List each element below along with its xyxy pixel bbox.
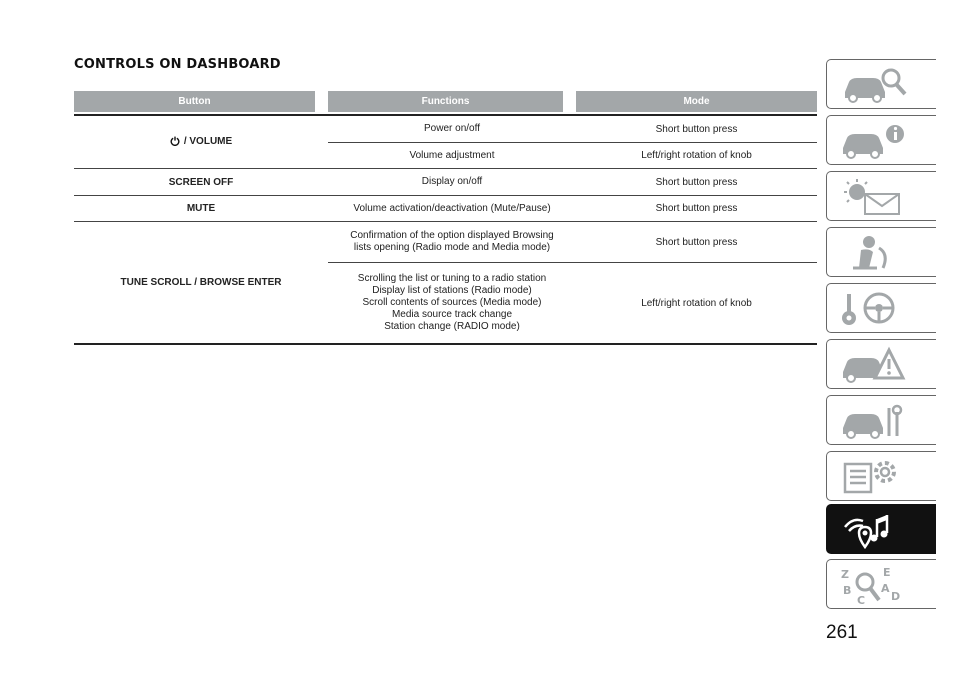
- sidebar-tab-emergency[interactable]: [826, 339, 936, 389]
- header-functions: Functions: [328, 91, 563, 112]
- header-button: Button: [74, 91, 315, 112]
- header-mode: Mode: [576, 91, 817, 112]
- car-warning-triangle-icon: [839, 346, 909, 384]
- sidebar-tab-servicing[interactable]: [826, 395, 936, 445]
- table-row: [328, 169, 817, 195]
- car-search-icon: [839, 66, 909, 104]
- button-cell: MUTE: [186, 203, 216, 214]
- svg-text:C: C: [857, 594, 866, 604]
- button-cell: [74, 116, 328, 168]
- svg-text:B: B: [843, 584, 852, 597]
- table-header: [74, 91, 817, 112]
- sidebar-tab-starting-driving[interactable]: [826, 283, 936, 333]
- key-steering-wheel-icon: [839, 290, 909, 328]
- table-group-screen-off: [74, 169, 817, 196]
- warning-light-envelope-icon: [839, 178, 909, 216]
- button-cell: TUNE SCROLL / BROWSE ENTER: [120, 277, 282, 288]
- multimedia-music-icon: [839, 511, 909, 549]
- specifications-gear-icon: [839, 458, 909, 496]
- page-number: 261: [826, 622, 858, 643]
- table-group-tune-scroll: [74, 222, 817, 345]
- mode-cell: Short button press: [655, 236, 738, 248]
- table-row: [328, 143, 817, 168]
- table-row: [328, 263, 817, 343]
- sidebar-tab-index[interactable]: [826, 559, 936, 609]
- sidebar-tab-safety[interactable]: [826, 227, 936, 277]
- mode-cell: Short button press: [655, 176, 738, 188]
- table-group-mute: [74, 196, 817, 222]
- mode-cell: Short button press: [655, 203, 738, 214]
- sidebar-tab-multimedia[interactable]: [826, 504, 936, 554]
- function-cell: Volume adjustment: [409, 149, 495, 161]
- alphabetical-index-icon: [839, 566, 909, 604]
- function-cell: Volume activation/deactivation (Mute/Pause): [353, 202, 551, 214]
- function-cell: Display on/off: [421, 176, 483, 187]
- function-cell: Confirmation of the option displayed Browsing lists opening (Radio mode and Media mode): [350, 230, 554, 253]
- sidebar-tab-technical-data[interactable]: [826, 451, 936, 501]
- power-icon: [170, 136, 180, 146]
- table-row: [328, 222, 817, 263]
- mode-cell: Left/right rotation of knob: [641, 297, 752, 309]
- button-cell: SCREEN OFF: [168, 176, 234, 188]
- car-wrench-icon: [839, 402, 909, 440]
- function-cell: Power on/off: [424, 123, 480, 134]
- car-info-icon: [839, 122, 909, 160]
- controls-table: [74, 91, 817, 345]
- table-row: [328, 196, 817, 221]
- table-group-volume: [74, 116, 817, 169]
- sidebar-tab-car-info[interactable]: [826, 115, 936, 165]
- svg-text:D: D: [891, 590, 901, 603]
- sidebar-tab-warning-lights[interactable]: [826, 171, 936, 221]
- button-label: / VOLUME: [183, 136, 233, 147]
- svg-text:Z: Z: [841, 568, 849, 581]
- function-cell: Scrolling the list or tuning to a radio station Display list of stations (Radio mode) Scroll contents of sources (Media mode) Media source track change Station change (RADIO mode): [357, 273, 547, 332]
- mode-cell: Left/right rotation of knob: [641, 150, 752, 161]
- mode-cell: Short button press: [655, 123, 738, 135]
- svg-text:E: E: [883, 566, 891, 579]
- svg-text:A: A: [881, 582, 890, 595]
- page-title: CONTROLS ON DASHBOARD: [74, 57, 281, 72]
- sidebar-tab-car-search[interactable]: [826, 59, 936, 109]
- table-row: [328, 116, 817, 143]
- airbag-seat-icon: [839, 234, 909, 272]
